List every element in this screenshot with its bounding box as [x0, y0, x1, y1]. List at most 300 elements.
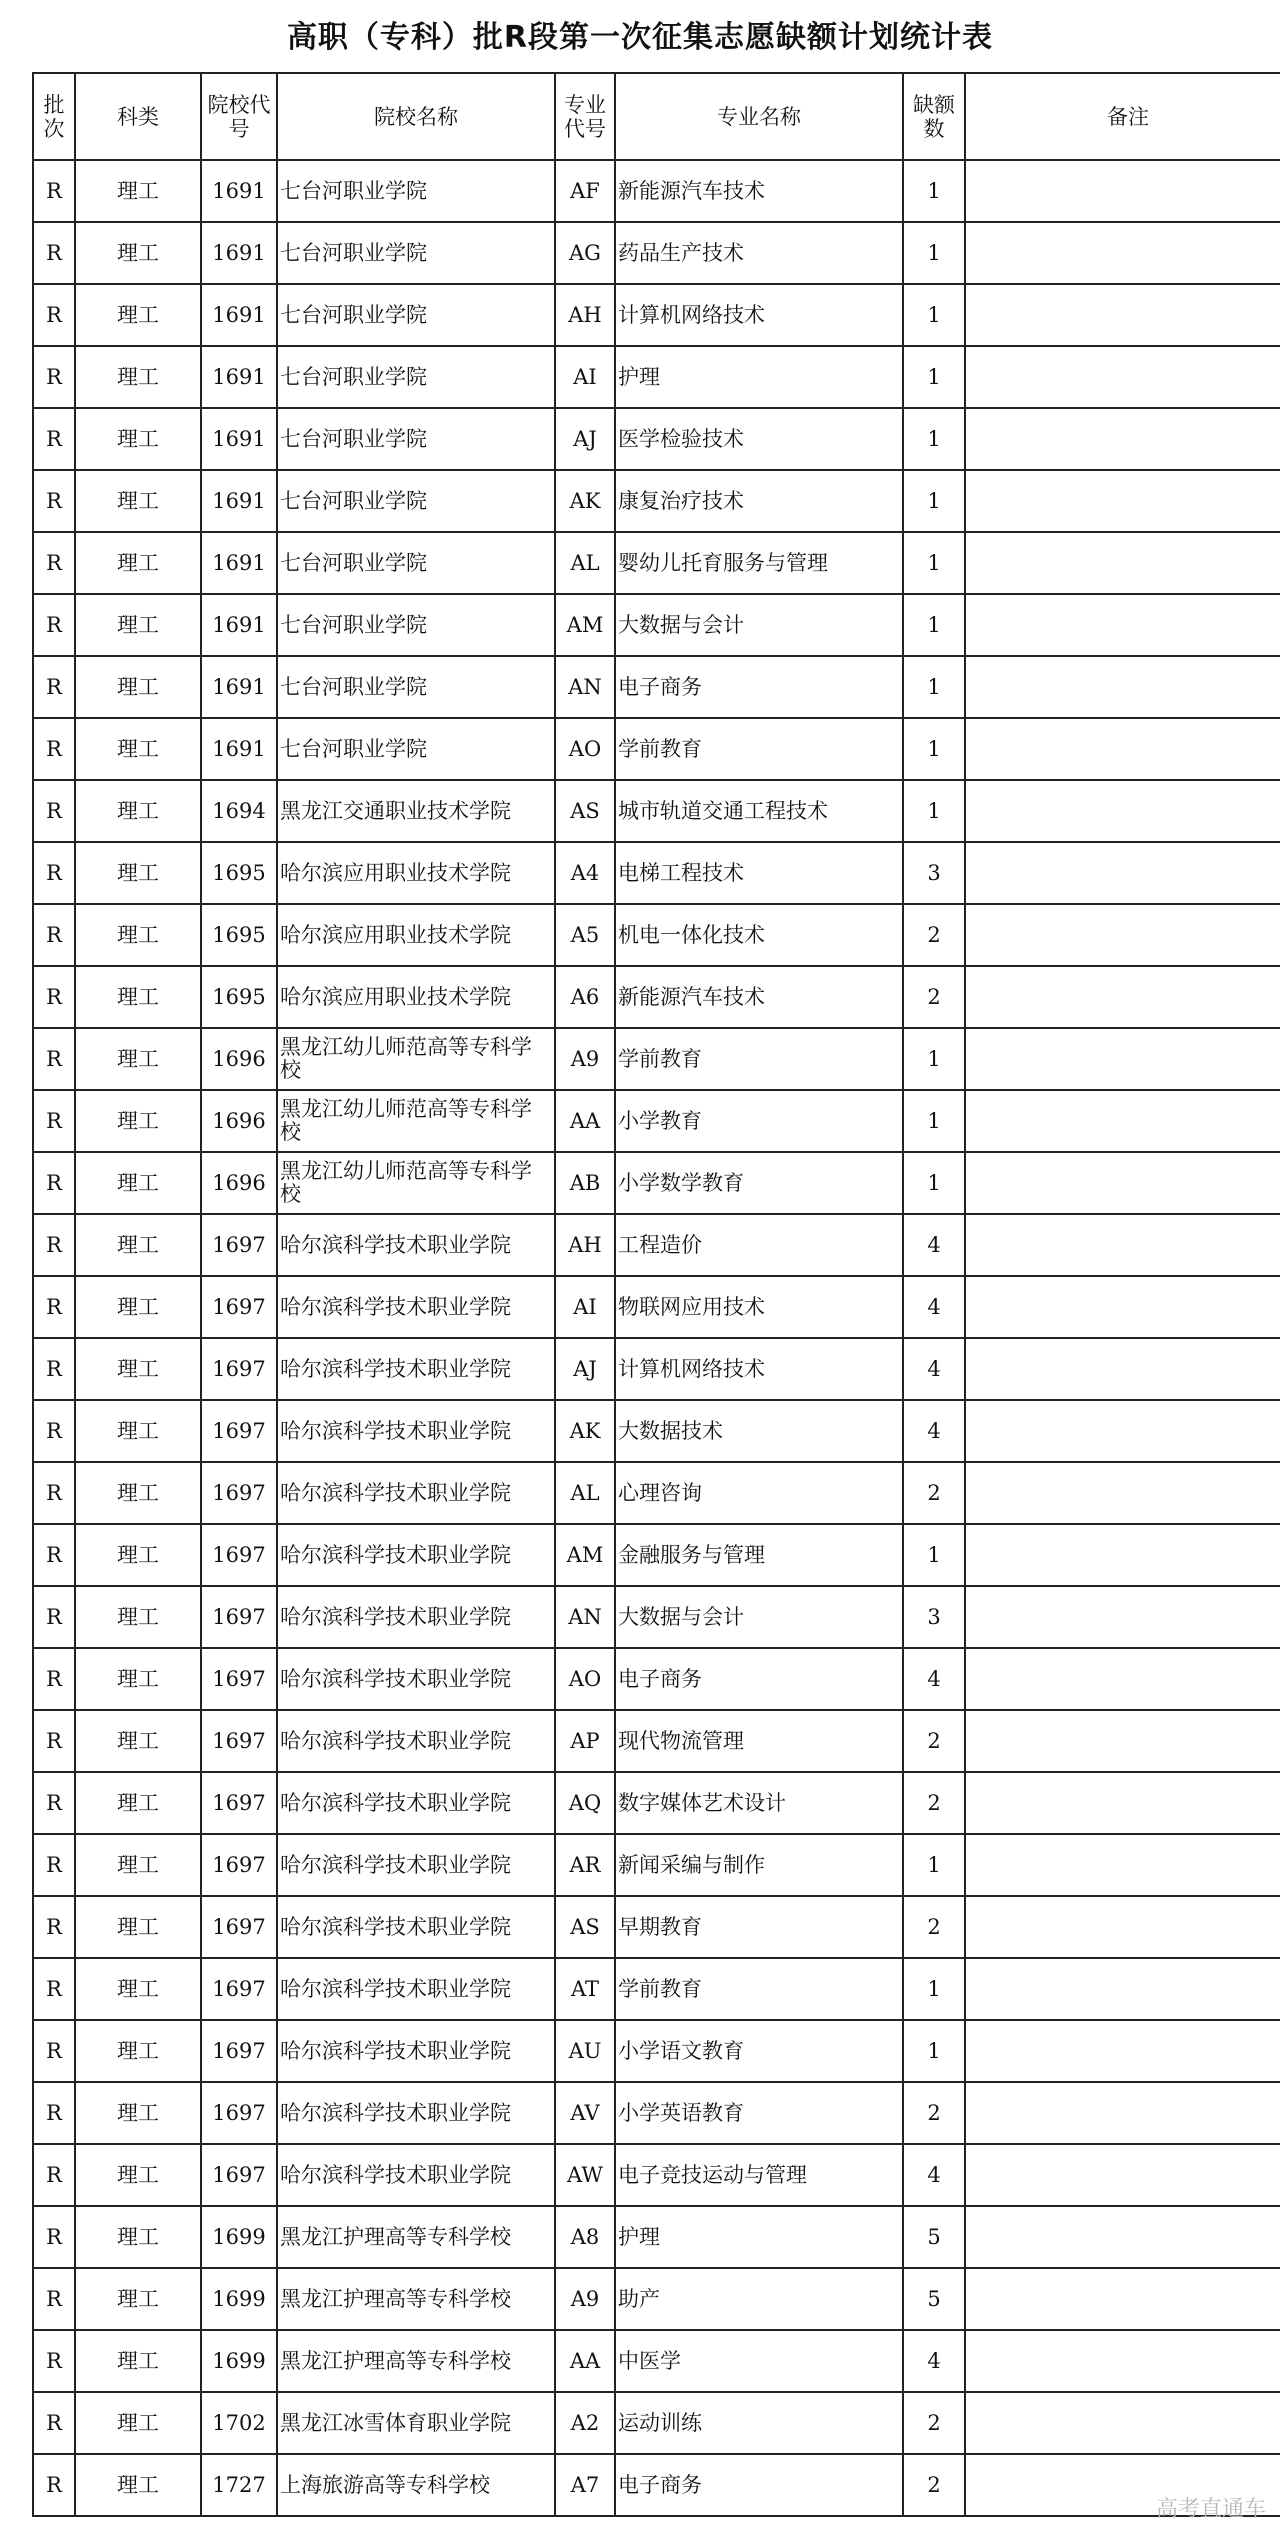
cell-category: 理工: [75, 2082, 201, 2144]
cell-major-name: 小学语文教育: [615, 2020, 903, 2082]
cell-major-name: 电梯工程技术: [615, 842, 903, 904]
cell-major-name: 婴幼儿托育服务与管理: [615, 532, 903, 594]
cell-remarks: [965, 1462, 1280, 1524]
cell-school-name: 哈尔滨科学技术职业学院: [277, 1834, 555, 1896]
cell-remarks: [965, 2330, 1280, 2392]
cell-major-name: 新闻采编与制作: [615, 1834, 903, 1896]
cell-category: 理工: [75, 718, 201, 780]
cell-major-name: 小学数学教育: [615, 1152, 903, 1214]
cell-school-code: 1697: [201, 1710, 277, 1772]
cell-category: 理工: [75, 1586, 201, 1648]
cell-major-name: 大数据技术: [615, 1400, 903, 1462]
table-row: [33, 1462, 1280, 1524]
cell-major-code: AP: [555, 1710, 615, 1772]
cell-school-name: 哈尔滨科学技术职业学院: [277, 1524, 555, 1586]
cell-category: 理工: [75, 656, 201, 718]
cell-vacancy-count: 2: [903, 2392, 965, 2454]
cell-major-name: 电子商务: [615, 1648, 903, 1710]
cell-school-code: 1727: [201, 2454, 277, 2516]
cell-batch: R: [33, 594, 75, 656]
cell-major-name: 城市轨道交通工程技术: [615, 780, 903, 842]
cell-major-code: AU: [555, 2020, 615, 2082]
cell-vacancy-count: 4: [903, 1648, 965, 1710]
cell-vacancy-count: 2: [903, 904, 965, 966]
cell-school-code: 1691: [201, 160, 277, 222]
cell-major-code: AK: [555, 470, 615, 532]
cell-school-code: 1702: [201, 2392, 277, 2454]
cell-major-code: AI: [555, 1276, 615, 1338]
cell-major-code: A2: [555, 2392, 615, 2454]
cell-remarks: [965, 2206, 1280, 2268]
cell-school-code: 1696: [201, 1028, 277, 1090]
cell-vacancy-count: 1: [903, 1524, 965, 1586]
cell-school-code: 1697: [201, 1524, 277, 1586]
cell-major-code: AS: [555, 780, 615, 842]
cell-major-code: AF: [555, 160, 615, 222]
cell-major-code: AG: [555, 222, 615, 284]
cell-school-name: 哈尔滨科学技术职业学院: [277, 1214, 555, 1276]
table-row: [33, 718, 1280, 780]
cell-school-name: 上海旅游高等专科学校: [277, 2454, 555, 2516]
table-row: [33, 2268, 1280, 2330]
cell-school-code: 1696: [201, 1152, 277, 1214]
cell-category: 理工: [75, 1400, 201, 1462]
cell-major-code: AM: [555, 1524, 615, 1586]
cell-major-name: 数字媒体艺术设计: [615, 1772, 903, 1834]
table-row: [33, 2144, 1280, 2206]
cell-school-name: 黑龙江交通职业技术学院: [277, 780, 555, 842]
table-row: [33, 1834, 1280, 1896]
header-major-name: 专业名称: [615, 73, 903, 160]
cell-school-name: 黑龙江幼儿师范高等专科学校: [277, 1028, 555, 1090]
cell-school-code: 1691: [201, 222, 277, 284]
cell-batch: R: [33, 1028, 75, 1090]
cell-major-name: 护理: [615, 2206, 903, 2268]
cell-school-code: 1697: [201, 1214, 277, 1276]
cell-vacancy-count: 2: [903, 2454, 965, 2516]
cell-school-code: 1699: [201, 2330, 277, 2392]
cell-school-code: 1697: [201, 1338, 277, 1400]
table-row: [33, 1958, 1280, 2020]
cell-category: 理工: [75, 1896, 201, 1958]
cell-major-code: A9: [555, 2268, 615, 2330]
table-row: [33, 594, 1280, 656]
cell-batch: R: [33, 1896, 75, 1958]
cell-batch: R: [33, 1710, 75, 1772]
cell-school-code: 1695: [201, 842, 277, 904]
cell-batch: R: [33, 1524, 75, 1586]
cell-major-name: 助产: [615, 2268, 903, 2330]
cell-batch: R: [33, 532, 75, 594]
cell-school-name: 七台河职业学院: [277, 532, 555, 594]
cell-major-name: 计算机网络技术: [615, 284, 903, 346]
cell-batch: R: [33, 160, 75, 222]
header-batch: 批次: [33, 73, 75, 160]
table-row: [33, 222, 1280, 284]
cell-vacancy-count: 3: [903, 1586, 965, 1648]
cell-major-code: A7: [555, 2454, 615, 2516]
cell-batch: R: [33, 1400, 75, 1462]
cell-batch: R: [33, 2082, 75, 2144]
cell-major-name: 大数据与会计: [615, 1586, 903, 1648]
cell-category: 理工: [75, 2144, 201, 2206]
header-category: 科类: [75, 73, 201, 160]
table-header-row: [33, 73, 1280, 160]
cell-category: 理工: [75, 2020, 201, 2082]
header-vacancy-count: 缺额数: [903, 73, 965, 160]
cell-vacancy-count: 2: [903, 1462, 965, 1524]
cell-remarks: [965, 2020, 1280, 2082]
cell-major-code: AJ: [555, 1338, 615, 1400]
table-row: [33, 408, 1280, 470]
cell-vacancy-count: 3: [903, 842, 965, 904]
table-body: [33, 160, 1280, 2516]
table-row: [33, 1896, 1280, 1958]
cell-batch: R: [33, 1958, 75, 2020]
cell-category: 理工: [75, 2330, 201, 2392]
cell-category: 理工: [75, 1338, 201, 1400]
cell-vacancy-count: 1: [903, 1152, 965, 1214]
cell-school-name: 七台河职业学院: [277, 718, 555, 780]
cell-batch: R: [33, 718, 75, 780]
page-title: 高职（专科）批R段第一次征集志愿缺额计划统计表: [286, 20, 994, 55]
cell-school-name: 七台河职业学院: [277, 470, 555, 532]
cell-remarks: [965, 1710, 1280, 1772]
cell-major-name: 医学检验技术: [615, 408, 903, 470]
table-row: [33, 1772, 1280, 1834]
cell-category: 理工: [75, 160, 201, 222]
cell-major-code: AL: [555, 1462, 615, 1524]
table-row: [33, 2454, 1280, 2516]
cell-school-code: 1697: [201, 1586, 277, 1648]
cell-category: 理工: [75, 904, 201, 966]
cell-batch: R: [33, 842, 75, 904]
cell-school-code: 1695: [201, 904, 277, 966]
cell-batch: R: [33, 1648, 75, 1710]
cell-school-code: 1691: [201, 594, 277, 656]
cell-category: 理工: [75, 2392, 201, 2454]
cell-batch: R: [33, 2392, 75, 2454]
cell-vacancy-count: 1: [903, 532, 965, 594]
table-row: [33, 1214, 1280, 1276]
cell-school-code: 1691: [201, 532, 277, 594]
cell-school-name: 哈尔滨科学技术职业学院: [277, 1338, 555, 1400]
cell-major-code: A8: [555, 2206, 615, 2268]
cell-major-code: AA: [555, 2330, 615, 2392]
cell-remarks: [965, 1090, 1280, 1152]
cell-school-code: 1691: [201, 408, 277, 470]
cell-vacancy-count: 2: [903, 2082, 965, 2144]
cell-remarks: [965, 1028, 1280, 1090]
cell-major-name: 学前教育: [615, 1028, 903, 1090]
cell-batch: R: [33, 408, 75, 470]
cell-batch: R: [33, 966, 75, 1028]
cell-school-code: 1699: [201, 2268, 277, 2330]
table-row: [33, 1710, 1280, 1772]
cell-school-name: 哈尔滨科学技术职业学院: [277, 1400, 555, 1462]
cell-school-code: 1691: [201, 718, 277, 780]
table-row: [33, 160, 1280, 222]
cell-major-code: AK: [555, 1400, 615, 1462]
table-row: [33, 2020, 1280, 2082]
cell-batch: R: [33, 1214, 75, 1276]
cell-school-name: 七台河职业学院: [277, 594, 555, 656]
cell-vacancy-count: 1: [903, 408, 965, 470]
cell-remarks: [965, 2392, 1280, 2454]
cell-category: 理工: [75, 222, 201, 284]
cell-batch: R: [33, 2020, 75, 2082]
cell-vacancy-count: 5: [903, 2206, 965, 2268]
cell-remarks: [965, 1896, 1280, 1958]
table-row: [33, 532, 1280, 594]
cell-vacancy-count: 4: [903, 2144, 965, 2206]
cell-category: 理工: [75, 1276, 201, 1338]
cell-school-name: 哈尔滨科学技术职业学院: [277, 1958, 555, 2020]
cell-batch: R: [33, 284, 75, 346]
cell-remarks: [965, 1214, 1280, 1276]
cell-major-code: AH: [555, 1214, 615, 1276]
cell-major-code: AO: [555, 718, 615, 780]
cell-school-name: 黑龙江护理高等专科学校: [277, 2330, 555, 2392]
cell-category: 理工: [75, 1834, 201, 1896]
cell-school-name: 哈尔滨科学技术职业学院: [277, 1772, 555, 1834]
cell-remarks: [965, 966, 1280, 1028]
cell-remarks: [965, 1772, 1280, 1834]
cell-major-code: AT: [555, 1958, 615, 2020]
cell-school-code: 1699: [201, 2206, 277, 2268]
cell-school-code: 1697: [201, 1648, 277, 1710]
cell-major-name: 心理咨询: [615, 1462, 903, 1524]
cell-vacancy-count: 4: [903, 1400, 965, 1462]
cell-remarks: [965, 780, 1280, 842]
table-row: [33, 284, 1280, 346]
cell-category: 理工: [75, 2268, 201, 2330]
cell-vacancy-count: 1: [903, 346, 965, 408]
cell-school-code: 1697: [201, 1276, 277, 1338]
cell-vacancy-count: 4: [903, 2330, 965, 2392]
cell-batch: R: [33, 2268, 75, 2330]
cell-batch: R: [33, 780, 75, 842]
table-row: [33, 470, 1280, 532]
cell-batch: R: [33, 2330, 75, 2392]
cell-category: 理工: [75, 780, 201, 842]
cell-major-name: 康复治疗技术: [615, 470, 903, 532]
cell-school-code: 1697: [201, 1958, 277, 2020]
cell-remarks: [965, 1834, 1280, 1896]
cell-batch: R: [33, 1834, 75, 1896]
cell-school-name: 哈尔滨科学技术职业学院: [277, 2020, 555, 2082]
cell-school-code: 1691: [201, 346, 277, 408]
cell-vacancy-count: 2: [903, 1772, 965, 1834]
cell-major-name: 电子商务: [615, 2454, 903, 2516]
cell-category: 理工: [75, 284, 201, 346]
cell-remarks: [965, 1338, 1280, 1400]
cell-vacancy-count: 1: [903, 1834, 965, 1896]
table-row: [33, 2392, 1280, 2454]
cell-batch: R: [33, 470, 75, 532]
cell-school-name: 哈尔滨科学技术职业学院: [277, 2144, 555, 2206]
table-row: [33, 842, 1280, 904]
cell-vacancy-count: 1: [903, 718, 965, 780]
cell-major-name: 金融服务与管理: [615, 1524, 903, 1586]
cell-category: 理工: [75, 2454, 201, 2516]
cell-school-name: 七台河职业学院: [277, 222, 555, 284]
header-school-name: 院校名称: [277, 73, 555, 160]
cell-batch: R: [33, 1090, 75, 1152]
cell-vacancy-count: 1: [903, 160, 965, 222]
cell-major-name: 新能源汽车技术: [615, 160, 903, 222]
cell-school-name: 黑龙江幼儿师范高等专科学校: [277, 1090, 555, 1152]
cell-major-code: AV: [555, 2082, 615, 2144]
cell-school-code: 1694: [201, 780, 277, 842]
table-row: [33, 1276, 1280, 1338]
cell-vacancy-count: 4: [903, 1276, 965, 1338]
cell-vacancy-count: 1: [903, 780, 965, 842]
cell-remarks: [965, 408, 1280, 470]
cell-remarks: [965, 2144, 1280, 2206]
cell-major-name: 机电一体化技术: [615, 904, 903, 966]
cell-major-code: A6: [555, 966, 615, 1028]
cell-school-code: 1691: [201, 656, 277, 718]
cell-remarks: [965, 842, 1280, 904]
cell-remarks: [965, 1648, 1280, 1710]
table-row: [33, 1400, 1280, 1462]
cell-category: 理工: [75, 1524, 201, 1586]
cell-major-code: AO: [555, 1648, 615, 1710]
cell-school-name: 哈尔滨应用职业技术学院: [277, 966, 555, 1028]
cell-school-name: 七台河职业学院: [277, 346, 555, 408]
cell-batch: R: [33, 2144, 75, 2206]
cell-major-name: 电子竞技运动与管理: [615, 2144, 903, 2206]
cell-category: 理工: [75, 594, 201, 656]
cell-school-name: 哈尔滨科学技术职业学院: [277, 1586, 555, 1648]
cell-school-name: 哈尔滨科学技术职业学院: [277, 1896, 555, 1958]
table-row: [33, 2206, 1280, 2268]
cell-major-code: AR: [555, 1834, 615, 1896]
cell-category: 理工: [75, 842, 201, 904]
table-row: [33, 1090, 1280, 1152]
cell-school-name: 七台河职业学院: [277, 656, 555, 718]
cell-batch: R: [33, 2206, 75, 2268]
cell-vacancy-count: 1: [903, 284, 965, 346]
cell-school-code: 1697: [201, 1400, 277, 1462]
cell-school-code: 1697: [201, 2082, 277, 2144]
cell-category: 理工: [75, 2206, 201, 2268]
cell-category: 理工: [75, 1152, 201, 1214]
cell-school-name: 七台河职业学院: [277, 408, 555, 470]
cell-school-name: 哈尔滨科学技术职业学院: [277, 1276, 555, 1338]
table-row: [33, 1648, 1280, 1710]
cell-major-code: AB: [555, 1152, 615, 1214]
cell-remarks: [965, 2082, 1280, 2144]
cell-major-name: 现代物流管理: [615, 1710, 903, 1772]
cell-remarks: [965, 1524, 1280, 1586]
cell-major-name: 中医学: [615, 2330, 903, 2392]
cell-major-code: A4: [555, 842, 615, 904]
cell-major-name: 物联网应用技术: [615, 1276, 903, 1338]
cell-major-code: A9: [555, 1028, 615, 1090]
cell-school-code: 1691: [201, 470, 277, 532]
cell-school-name: 七台河职业学院: [277, 160, 555, 222]
cell-school-name: 黑龙江护理高等专科学校: [277, 2268, 555, 2330]
cell-major-name: 护理: [615, 346, 903, 408]
cell-school-name: 黑龙江幼儿师范高等专科学校: [277, 1152, 555, 1214]
cell-school-code: 1697: [201, 1834, 277, 1896]
cell-batch: R: [33, 1462, 75, 1524]
header-major-code: 专业代号: [555, 73, 615, 160]
cell-remarks: [965, 1152, 1280, 1214]
cell-school-name: 哈尔滨应用职业技术学院: [277, 904, 555, 966]
table-row: [33, 904, 1280, 966]
table-row: [33, 1028, 1280, 1090]
vacancy-table: [32, 72, 1280, 2517]
cell-vacancy-count: 2: [903, 1896, 965, 1958]
cell-school-name: 黑龙江冰雪体育职业学院: [277, 2392, 555, 2454]
cell-school-name: 七台河职业学院: [277, 284, 555, 346]
cell-major-name: 运动训练: [615, 2392, 903, 2454]
cell-batch: R: [33, 1586, 75, 1648]
table-row: [33, 656, 1280, 718]
cell-batch: R: [33, 656, 75, 718]
cell-category: 理工: [75, 1462, 201, 1524]
cell-category: 理工: [75, 1958, 201, 2020]
cell-major-name: 学前教育: [615, 718, 903, 780]
cell-remarks: [965, 1586, 1280, 1648]
cell-vacancy-count: 4: [903, 1338, 965, 1400]
cell-major-code: A5: [555, 904, 615, 966]
cell-remarks: [965, 222, 1280, 284]
cell-batch: R: [33, 2454, 75, 2516]
header-school-code: 院校代号: [201, 73, 277, 160]
cell-school-name: 哈尔滨科学技术职业学院: [277, 1462, 555, 1524]
cell-major-code: AA: [555, 1090, 615, 1152]
cell-batch: R: [33, 346, 75, 408]
cell-remarks: [965, 470, 1280, 532]
cell-batch: R: [33, 1276, 75, 1338]
cell-major-name: 药品生产技术: [615, 222, 903, 284]
cell-vacancy-count: 1: [903, 470, 965, 532]
table-row: [33, 1586, 1280, 1648]
cell-vacancy-count: 2: [903, 1710, 965, 1772]
cell-category: 理工: [75, 1028, 201, 1090]
cell-school-code: 1691: [201, 284, 277, 346]
cell-category: 理工: [75, 1648, 201, 1710]
cell-remarks: [965, 532, 1280, 594]
table-row: [33, 966, 1280, 1028]
cell-vacancy-count: 1: [903, 1028, 965, 1090]
cell-remarks: [965, 718, 1280, 780]
cell-major-name: 早期教育: [615, 1896, 903, 1958]
cell-school-name: 黑龙江护理高等专科学校: [277, 2206, 555, 2268]
table-row: [33, 780, 1280, 842]
cell-remarks: [965, 160, 1280, 222]
cell-school-code: 1697: [201, 2020, 277, 2082]
cell-vacancy-count: 1: [903, 2020, 965, 2082]
cell-major-code: AS: [555, 1896, 615, 1958]
cell-school-name: 哈尔滨科学技术职业学院: [277, 1648, 555, 1710]
table-row: [33, 1152, 1280, 1214]
cell-vacancy-count: 4: [903, 1214, 965, 1276]
cell-major-code: AH: [555, 284, 615, 346]
cell-school-code: 1697: [201, 2144, 277, 2206]
cell-school-name: 哈尔滨科学技术职业学院: [277, 1710, 555, 1772]
cell-batch: R: [33, 1772, 75, 1834]
cell-major-name: 大数据与会计: [615, 594, 903, 656]
cell-vacancy-count: 1: [903, 222, 965, 284]
cell-vacancy-count: 1: [903, 1090, 965, 1152]
header-remarks: 备注: [965, 73, 1280, 160]
cell-category: 理工: [75, 346, 201, 408]
